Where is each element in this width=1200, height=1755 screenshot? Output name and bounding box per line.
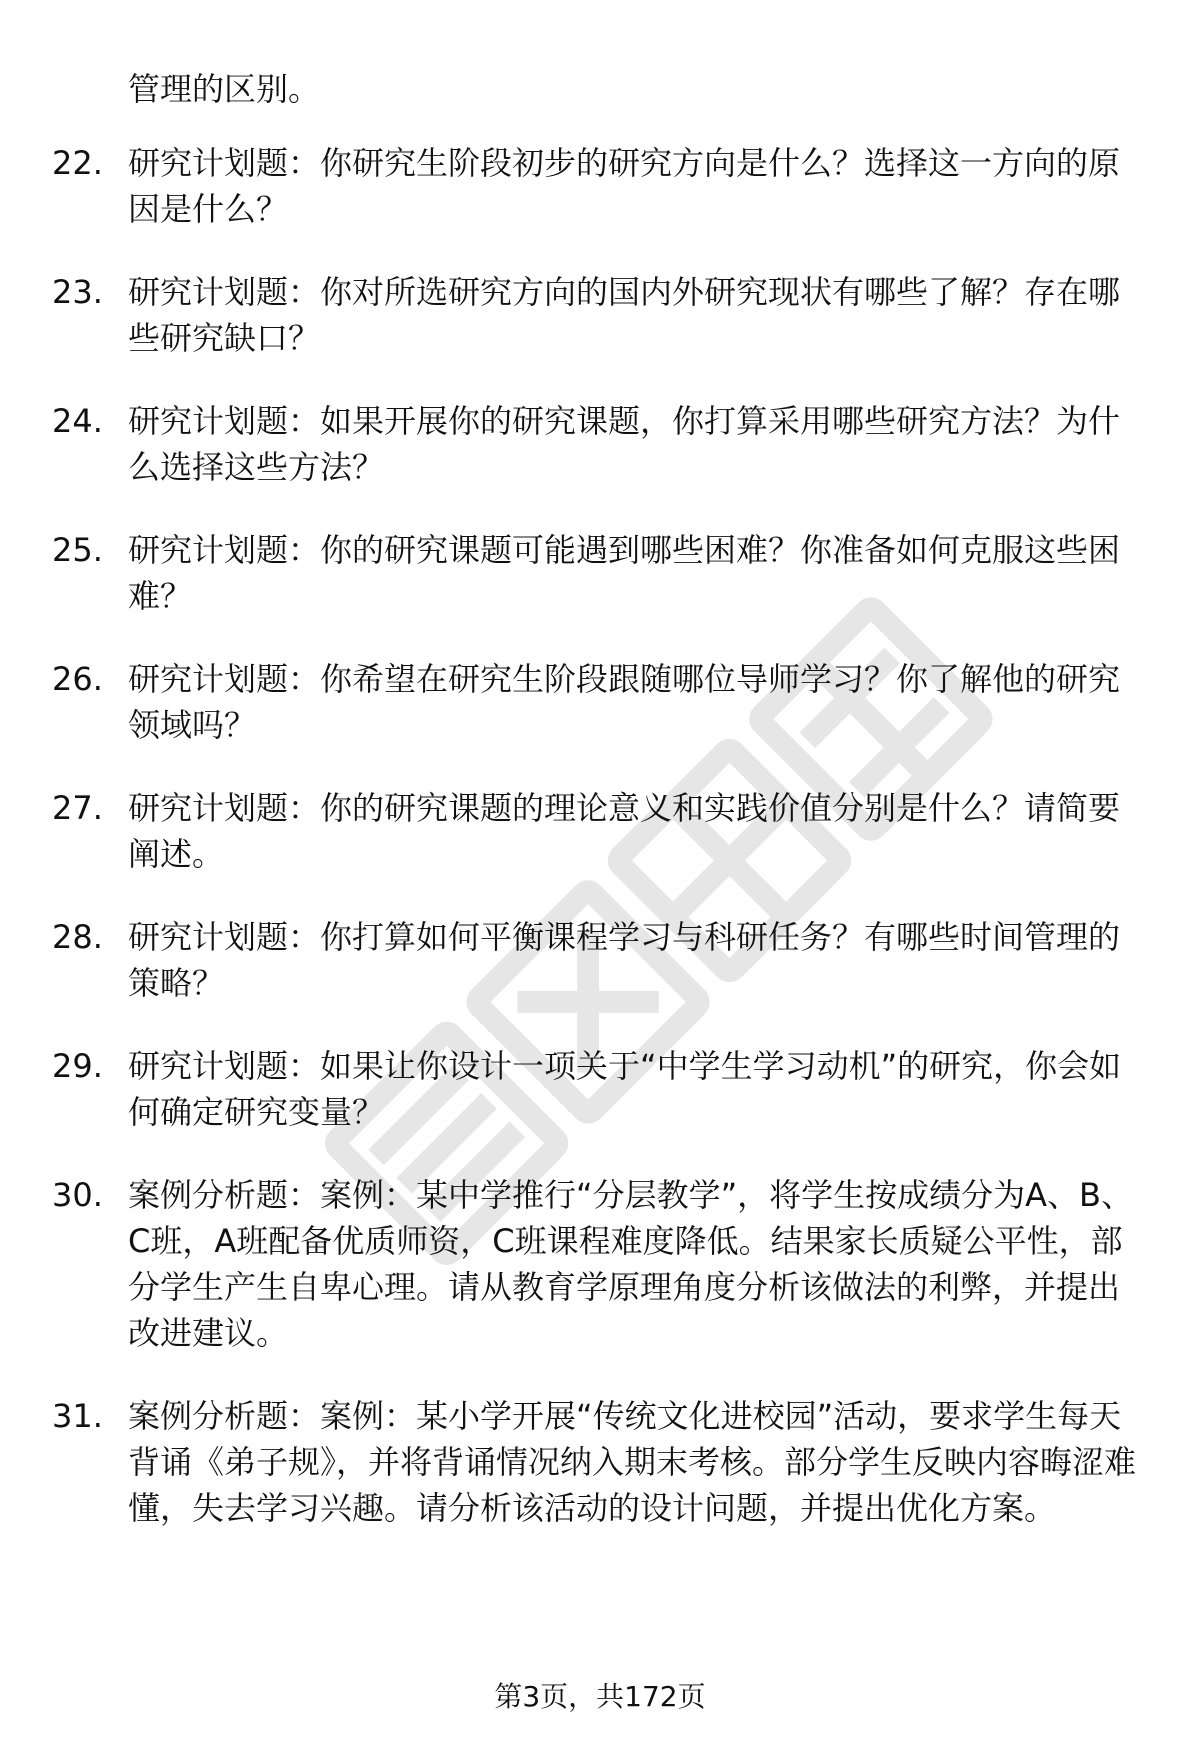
question-text: 案例分析题：案例：某小学开展“传统文化进校园”活动，要求学生每天背诵《弟子规》，并将背诵情况纳入期末考核。部分学生反映内容晦涩难懂，失去学习兴趣。请分析该活动的设计问题，并提出优化方案。	[128, 1397, 1137, 1527]
question-item-28	[52, 914, 1152, 1006]
question-item-23	[52, 269, 1152, 361]
question-item-24	[52, 398, 1152, 490]
question-text: 研究计划题：你的研究课题的理论意义和实践价值分别是什么？请简要阐述。	[128, 789, 1121, 873]
question-number: 28.	[52, 918, 103, 956]
question-text: 研究计划题：你的研究课题可能遇到哪些困难？你准备如何克服这些困难？	[128, 531, 1121, 615]
continuation-text: 管理的区别。	[128, 70, 321, 108]
question-text: 研究计划题：如果让你设计一项关于“中学生学习动机”的研究，你会如何确定研究变量？	[128, 1047, 1122, 1131]
question-number: 22.	[52, 144, 103, 182]
page-footer: 第3页，共172页	[494, 1680, 706, 1713]
question-text: 研究计划题：你打算如何平衡课程学习与科研任务？有哪些时间管理的策略？	[128, 918, 1121, 1002]
question-item-30	[52, 1172, 1152, 1356]
question-item-27	[52, 785, 1152, 877]
question-number: 30.	[52, 1176, 103, 1214]
question-text: 研究计划题：你研究生阶段初步的研究方向是什么？选择这一方向的原因是什么？	[128, 144, 1121, 228]
question-number: 29.	[52, 1047, 103, 1085]
question-item-22	[52, 140, 1152, 232]
question-text: 研究计划题：你对所选研究方向的国内外研究现状有哪些了解？存在哪些研究缺口？	[128, 273, 1121, 357]
question-item-29	[52, 1043, 1152, 1135]
question-text: 研究计划题：你希望在研究生阶段跟随哪位导师学习？你了解他的研究领域吗？	[128, 660, 1121, 744]
question-item-31	[52, 1393, 1152, 1531]
question-item-25	[52, 527, 1152, 619]
question-number: 23.	[52, 273, 103, 311]
question-list	[52, 140, 1152, 1568]
question-number: 31.	[52, 1397, 103, 1435]
question-number: 24.	[52, 402, 103, 440]
question-number: 27.	[52, 789, 103, 827]
question-text: 案例分析题：案例：某中学推行“分层教学”，将学生按成绩分为A、B、C班，A班配备优质师资，C班课程难度降低。结果家长质疑公平性，部分学生产生自卑心理。请从教育学原理角度分析该做法的利弊，并提出改进建议。	[128, 1176, 1134, 1352]
question-number: 25.	[52, 531, 103, 569]
question-item-26	[52, 656, 1152, 748]
question-number: 26.	[52, 660, 103, 698]
question-text: 研究计划题：如果开展你的研究课题，你打算采用哪些研究方法？为什么选择这些方法？	[128, 402, 1121, 486]
